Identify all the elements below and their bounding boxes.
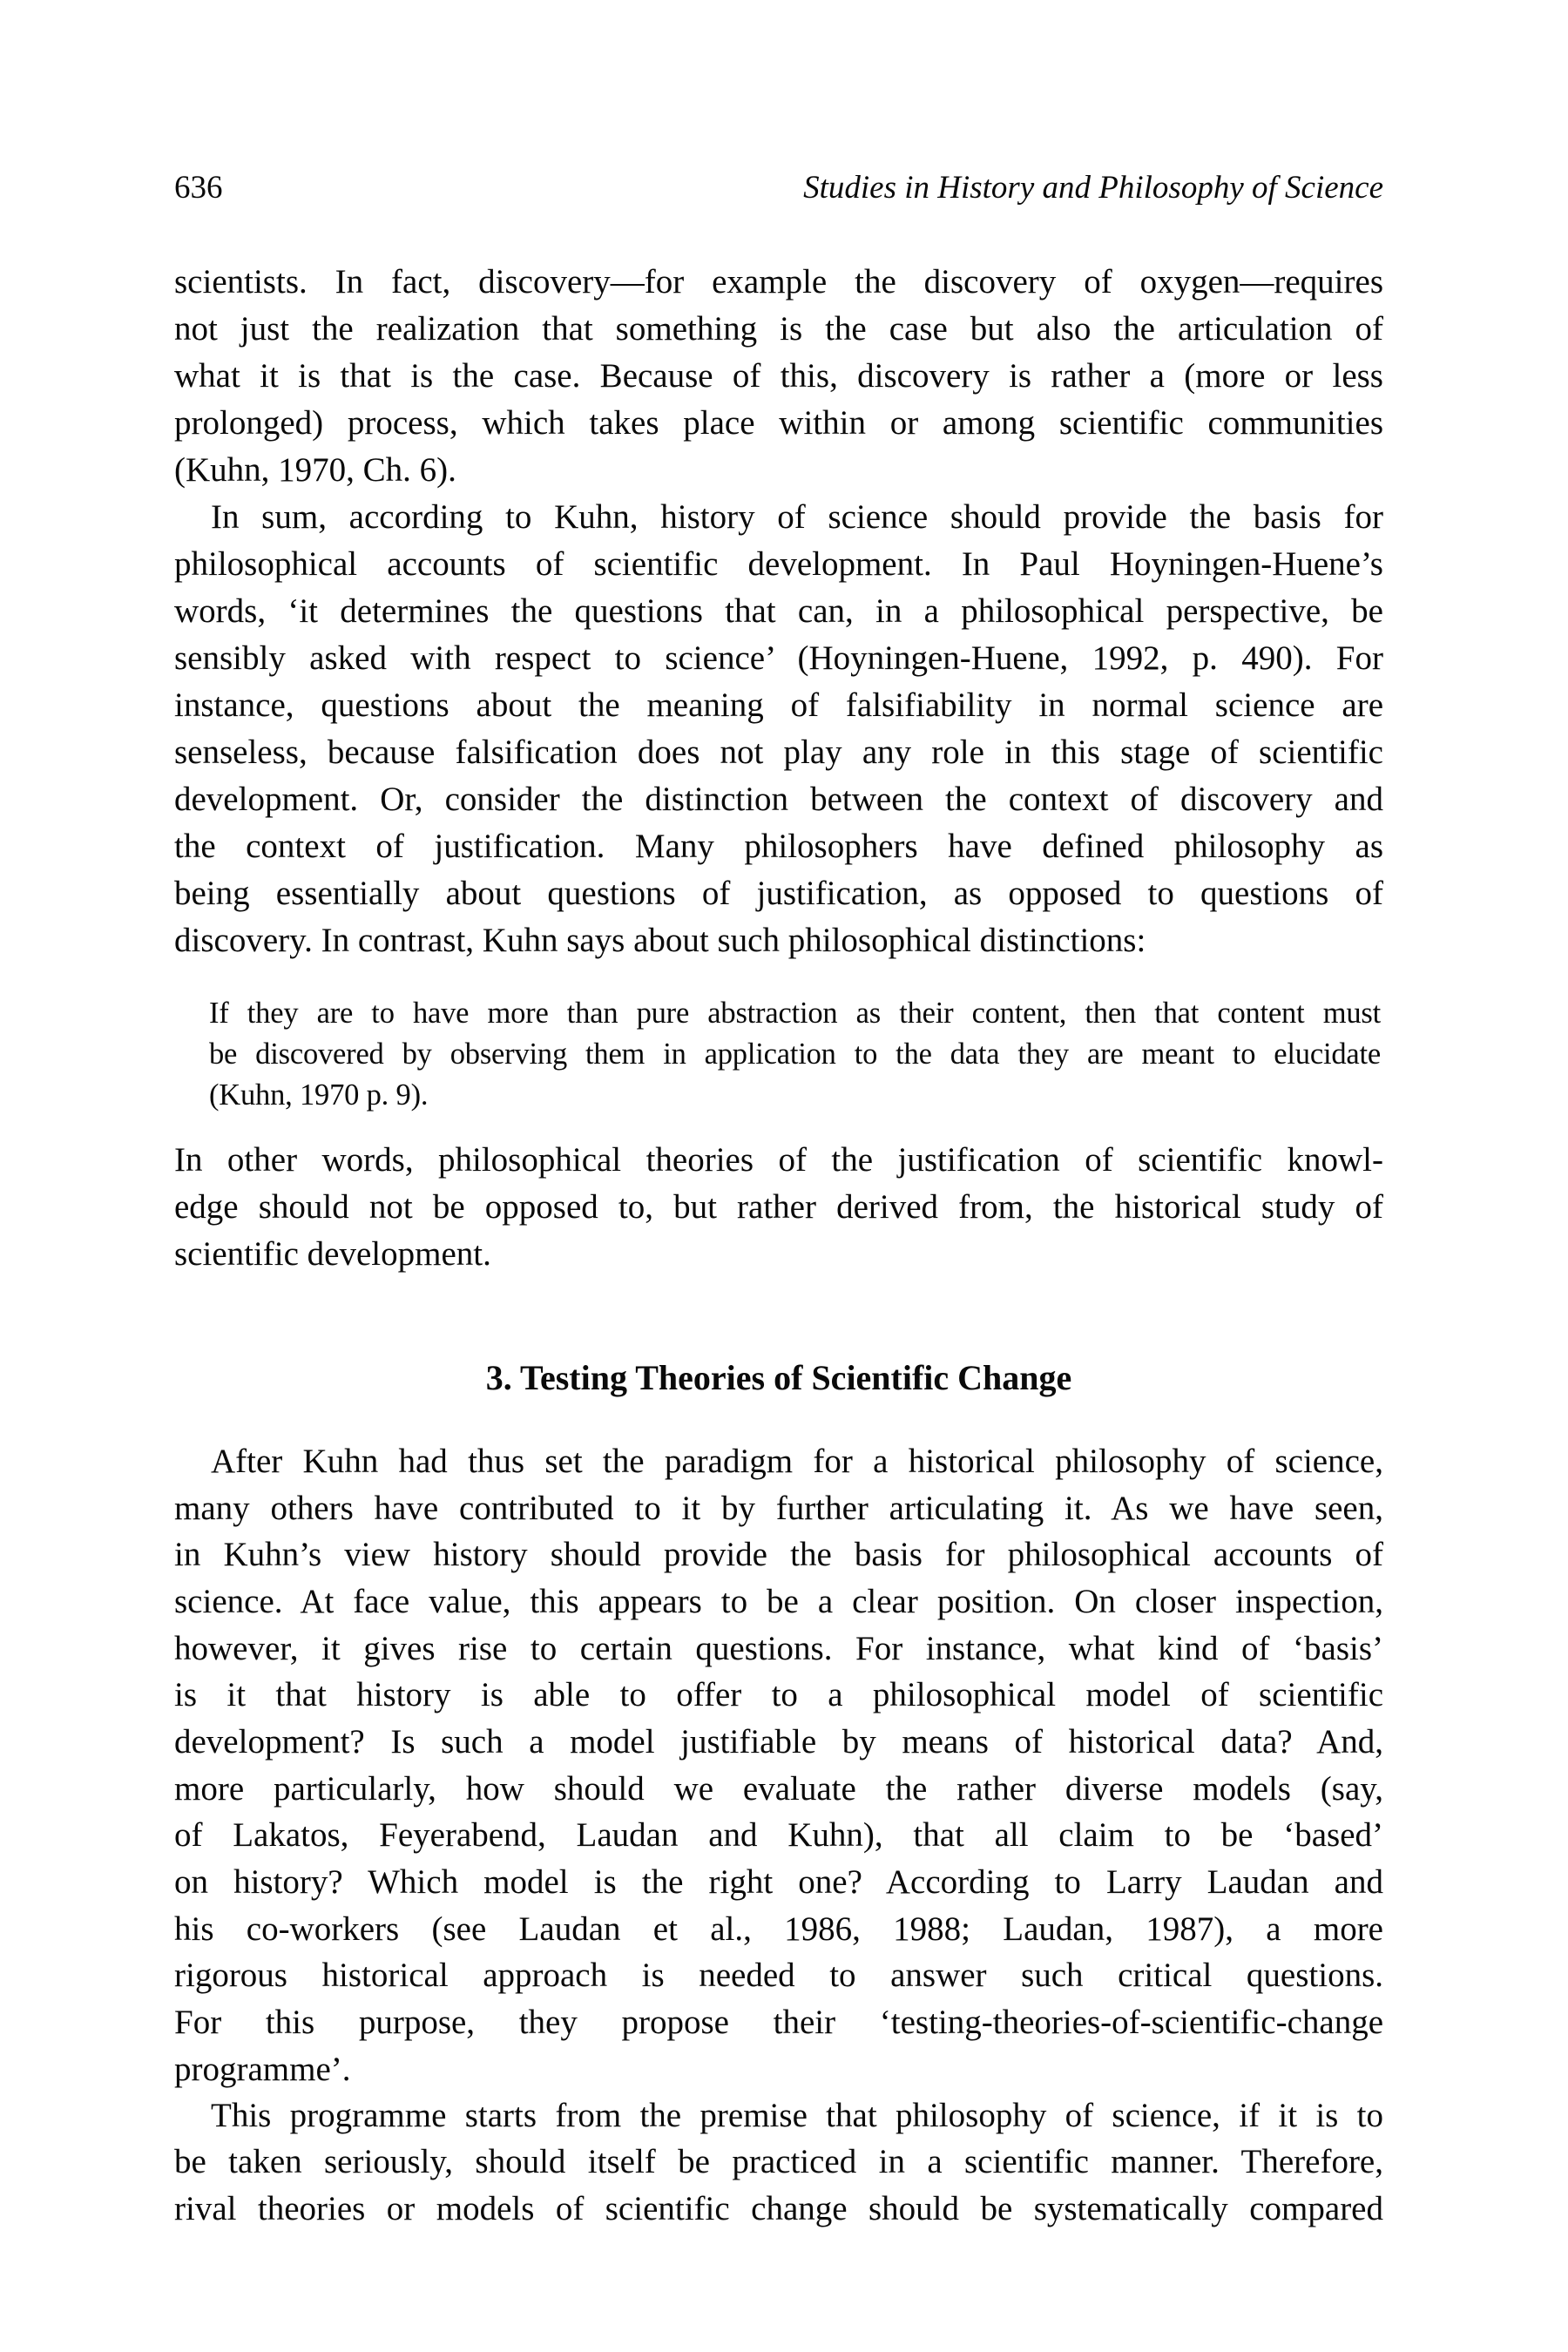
quote-line: (Kuhn, 1970 p. 9). — [209, 1078, 429, 1112]
text-line: instance, questions about the meaning of falsifiability in normal science are — [174, 686, 1383, 724]
text-line: prolonged) process, which takes place within or among scientific communities — [174, 404, 1383, 442]
text-line: senseless, because falsification does not play any role in this stage of scientific — [174, 733, 1383, 771]
text-line: rival theories or models of scientific change should be systematically compared — [174, 2190, 1383, 2227]
text-line: in Kuhn’s view history should provide the basis for philosophical accounts of — [174, 1536, 1383, 1573]
text-line: words, ‘it determines the questions that can, in a philosophical perspective, be — [174, 592, 1383, 630]
text-line: philosophical accounts of scientific development. In Paul Hoyningen-Huene’s — [174, 545, 1383, 583]
quote-line: be discovered by observing them in application to the data they are meant to elucidate — [209, 1037, 1381, 1071]
text-line: is it that history is able to offer to a philosophical model of scientific — [174, 1676, 1383, 1713]
text-line: be taken seriously, should itself be practiced in a scientific manner. Therefore, — [174, 2143, 1383, 2180]
text-line: many others have contributed to it by further articulating it. As we have seen, — [174, 1490, 1383, 1527]
text-line: development. Or, consider the distinction between the context of discovery and — [174, 781, 1383, 818]
text-line: edge should not be opposed to, but rather derived from, the historical study of — [174, 1188, 1383, 1226]
text-line: (Kuhn, 1970, Ch. 6). — [174, 451, 456, 489]
text-line: of Lakatos, Feyerabend, Laudan and Kuhn), that all claim to be ‘based’ — [174, 1816, 1383, 1854]
text-line: the context of justification. Many philosophers have defined philosophy as — [174, 828, 1383, 865]
running-head — [174, 171, 1383, 206]
text-line: his co-workers (see Laudan et al., 1986, 1988; Laudan, 1987), a more — [174, 1910, 1383, 1948]
text-line: This programme starts from the premise that philosophy of science, if it is to — [211, 2097, 1383, 2134]
text-line: For this purpose, they propose their ‘testing-theories-of-scientific-change — [174, 2004, 1383, 2041]
text-line: however, it gives rise to certain questions. For instance, what kind of ‘basis’ — [174, 1630, 1383, 1667]
text-line: After Kuhn had thus set the paradigm for a historical philosophy of science, — [211, 1443, 1383, 1480]
text-line: programme’. — [174, 2051, 351, 2088]
text-line: scientists. In fact, discovery—for example the discovery of oxygen—requires — [174, 263, 1383, 301]
text-line: more particularly, how should we evaluate the rather diverse models (say, — [174, 1770, 1383, 1808]
text-line: discovery. In contrast, Kuhn says about such philosophical distinctions: — [174, 922, 1146, 959]
text-line: rigorous historical approach is needed to answer such critical questions. — [174, 1957, 1383, 1994]
text-line: development? Is such a model justifiable by means of historical data? And, — [174, 1723, 1383, 1761]
text-line: In sum, according to Kuhn, history of science should provide the basis for — [211, 498, 1383, 536]
text-line: on history? Which model is the right one? According to Larry Laudan and — [174, 1863, 1383, 1901]
journal-title: Studies in History and Philosophy of Science — [803, 170, 1383, 206]
text-line: not just the realization that something is the case but also the articulation of — [174, 310, 1383, 348]
text-line: what it is that is the case. Because of this, discovery is rather a (more or less — [174, 357, 1383, 395]
page-number: 636 — [174, 170, 223, 206]
section-heading: 3. Testing Theories of Scientific Change — [485, 1358, 1072, 1397]
text-line: In other words, philosophical theories of the justification of scientific knowl- — [174, 1141, 1383, 1179]
text-line: scientific development. — [174, 1235, 491, 1273]
text-line: being essentially about questions of justification, as opposed to questions of — [174, 875, 1383, 912]
text-line: sensibly asked with respect to science’ (Hoyningen-Huene, 1992, p. 490). For — [174, 639, 1383, 677]
quote-line: If they are to have more than pure abstraction as their content, then that content must — [209, 997, 1381, 1030]
text-line: science. At face value, this appears to be a clear position. On closer inspection, — [174, 1583, 1383, 1620]
